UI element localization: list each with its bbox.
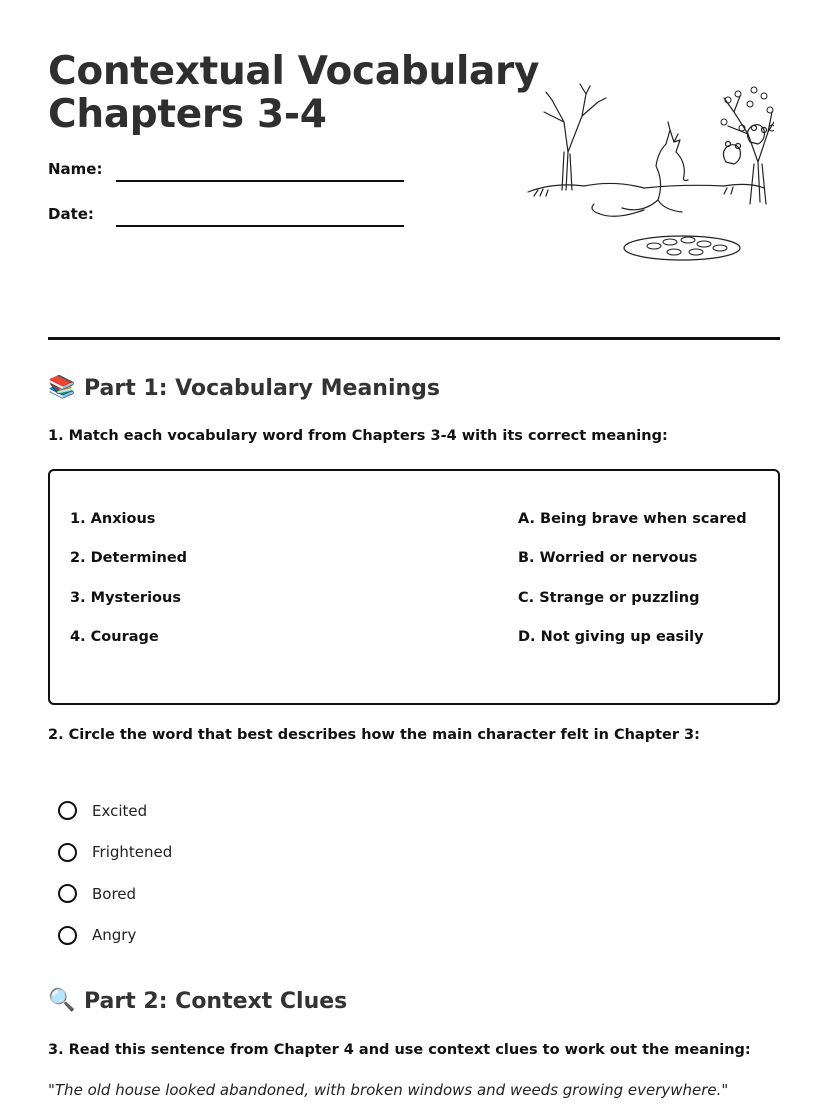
date-field[interactable] <box>48 203 408 233</box>
vocab-word: 2. Determined <box>70 550 188 567</box>
title-line-2: Chapters 3-4 <box>48 92 327 137</box>
name-label: Name: <box>48 160 103 178</box>
vocab-meaning: A. Being brave when scared <box>518 511 747 527</box>
vocab-word: 1. Anxious <box>70 511 156 527</box>
vocab-meaning: B. Worried or nervous <box>518 550 698 567</box>
part1-heading-text: Part 1: Vocabulary Meanings <box>84 375 441 401</box>
option-bored[interactable] <box>58 873 172 915</box>
option-label: Excited <box>92 801 148 820</box>
date-label: Date: <box>48 205 94 223</box>
vocab-words-column <box>70 509 187 666</box>
meanings-column <box>518 509 747 666</box>
radio-circle[interactable] <box>58 801 77 820</box>
bush-animals-illustration <box>524 82 774 272</box>
matching-box <box>48 469 780 705</box>
radio-circle[interactable] <box>58 926 77 945</box>
radio-circle[interactable] <box>58 884 77 903</box>
vocab-meaning: C. Strange or puzzling <box>518 589 700 606</box>
part1-heading <box>48 375 440 401</box>
option-label: Frightened <box>92 843 173 862</box>
radio-circle[interactable] <box>58 843 77 862</box>
books-icon: 📚 <box>48 375 76 400</box>
vocab-meaning: D. Not giving up easily <box>518 628 704 645</box>
option-frightened[interactable] <box>58 832 172 874</box>
question-2: 2. Circle the word that best describes how the main character felt in Chapter 3: <box>48 727 700 743</box>
magnifying-glass-icon: 🔍 <box>48 988 76 1013</box>
part2-heading <box>48 988 347 1014</box>
option-excited[interactable] <box>58 790 172 832</box>
question-3: 3. Read this sentence from Chapter 4 and use context clues to work out the meaning: <box>48 1042 751 1058</box>
option-angry[interactable] <box>58 915 172 957</box>
option-label: Angry <box>92 926 137 945</box>
option-label: Bored <box>92 884 137 903</box>
date-write-line[interactable] <box>116 225 404 227</box>
feeling-options <box>58 790 172 956</box>
vocab-word: 4. Courage <box>70 628 159 645</box>
name-write-line[interactable] <box>116 180 404 182</box>
vocab-word: 3. Mysterious <box>70 589 181 606</box>
context-quote: "The old house looked abandoned, with broken windows and weeds growing everywhere." <box>48 1081 729 1099</box>
part2-heading-text: Part 2: Context Clues <box>84 988 348 1014</box>
header-divider <box>48 337 780 340</box>
name-field[interactable] <box>48 158 408 188</box>
worksheet-page <box>48 0 780 1118</box>
question-1: 1. Match each vocabulary word from Chapters 3-4 with its correct meaning: <box>48 428 668 444</box>
title-line-1: Contextual Vocabulary <box>48 49 540 94</box>
page-title <box>48 50 539 136</box>
